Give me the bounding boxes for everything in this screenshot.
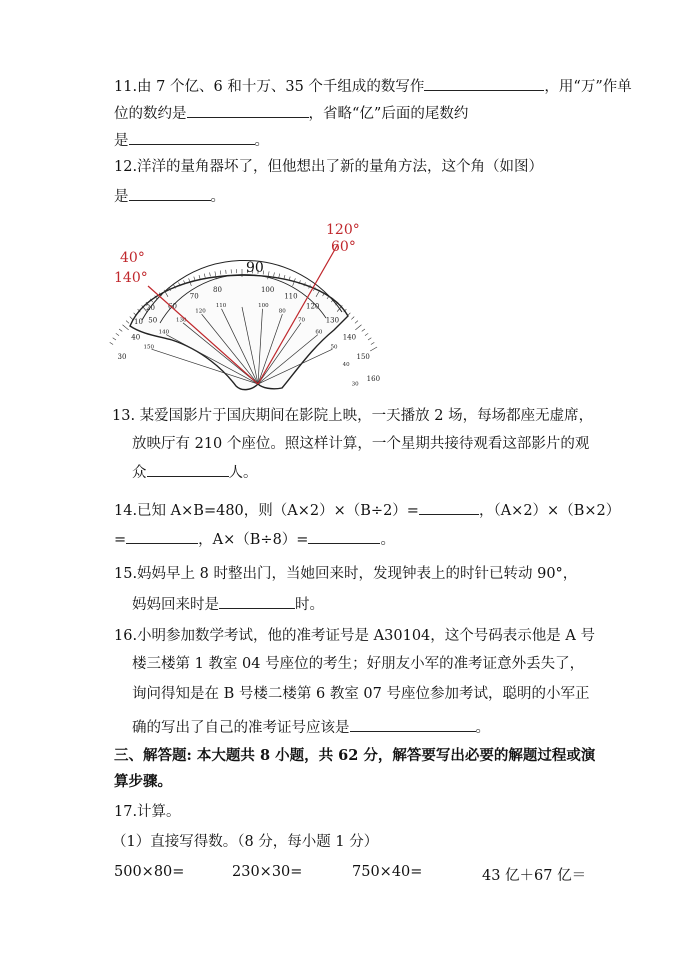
inner-scale-number: 140 bbox=[158, 329, 170, 336]
calc-item: 230×30= bbox=[232, 864, 303, 880]
q14-line2 bbox=[114, 529, 395, 550]
scale-tick bbox=[362, 329, 365, 331]
q16-line3: 询问得知是在 B 号楼二楼第 6 教室 07 号座位参加考试，聪明的小军正 bbox=[132, 686, 590, 702]
answer-blank[interactable] bbox=[424, 76, 544, 91]
q12-line1: 12.洋洋的量角器坏了，但他想出了新的量角方法，这个角（如图） bbox=[114, 159, 544, 175]
outer-scale-number: 110 bbox=[284, 292, 298, 301]
label-120-degree: 120° bbox=[326, 222, 360, 238]
inner-scale-number: 30 bbox=[351, 381, 359, 388]
q11-text: 。 bbox=[254, 133, 269, 149]
q12-line2 bbox=[114, 186, 225, 207]
scale-tick bbox=[365, 333, 368, 335]
q17-title: 17.计算。 bbox=[114, 804, 181, 820]
scale-tick bbox=[126, 321, 129, 324]
scale-tick bbox=[371, 342, 374, 344]
label-60-degree: 60° bbox=[331, 239, 356, 255]
answer-blank[interactable] bbox=[187, 103, 309, 118]
inner-scale-number: 120 bbox=[195, 308, 206, 315]
q14-text: = bbox=[114, 532, 127, 548]
q16-text: 确的写出了自己的准考证号应该是 bbox=[132, 720, 350, 736]
q11-text: 11.由 7 个亿、6 和十万、35 个千组成的数写作 bbox=[114, 79, 425, 95]
q11-line2 bbox=[114, 103, 468, 124]
q12-text: 。 bbox=[210, 189, 225, 205]
calc-item: 43 亿＋67 亿＝ bbox=[482, 868, 587, 884]
outer-scale-number: 150 bbox=[356, 353, 370, 361]
q16-text: 。 bbox=[475, 720, 490, 736]
q16-line4 bbox=[132, 717, 490, 738]
q13-line3 bbox=[132, 462, 258, 483]
outer-scale-number: 20 bbox=[146, 304, 155, 312]
answer-blank[interactable] bbox=[219, 594, 295, 609]
scale-tick bbox=[220, 271, 221, 275]
outer-scale-number: 70 bbox=[189, 292, 199, 301]
answer-blank[interactable] bbox=[129, 130, 255, 145]
q16-line2: 楼三楼第 1 教室 04 号座位的考生；好朋友小军的准考证意外丢失了， bbox=[132, 656, 585, 672]
inner-scale-number: 50 bbox=[330, 344, 338, 351]
inner-scale-number: 150 bbox=[143, 344, 155, 351]
scale-tick bbox=[116, 333, 119, 335]
inner-scale-number: 130 bbox=[176, 317, 187, 324]
inner-scale-number: 80 bbox=[278, 308, 286, 315]
q13-line1: 13. 某爱国影片于国庆期间在影院上映，一天播放 2 场，每场都座无虚席， bbox=[112, 408, 594, 424]
inner-scale-number: 40 bbox=[342, 362, 350, 368]
q14-text: 14.已知 A×B=480，则（A×2）×（B÷2）= bbox=[114, 503, 419, 519]
q11-text: 位的数约是 bbox=[114, 106, 187, 122]
label-40-degree: 40° bbox=[120, 250, 145, 266]
q15-line1: 15.妈妈早上 8 时整出门，当她回来时，发现钟表上的时针已转动 90°， bbox=[114, 566, 578, 582]
scale-tick bbox=[348, 313, 351, 316]
q14-line1 bbox=[114, 500, 620, 521]
scale-tick bbox=[284, 275, 285, 279]
q12-text: 是 bbox=[114, 189, 129, 205]
outer-scale-number: 140 bbox=[342, 333, 357, 342]
scale-tick bbox=[130, 317, 133, 320]
scale-tick bbox=[113, 338, 116, 340]
scale-tick bbox=[355, 325, 361, 330]
q15-text: 时。 bbox=[295, 597, 324, 613]
scale-tick bbox=[274, 272, 275, 276]
calc-item: 500×80= bbox=[114, 864, 185, 880]
outer-scale-number: 30 bbox=[117, 353, 127, 361]
scale-tick bbox=[351, 317, 354, 320]
answer-blank[interactable] bbox=[419, 500, 479, 515]
q14-text: ，A×（B÷8）= bbox=[198, 532, 309, 548]
answer-blank[interactable] bbox=[126, 529, 198, 544]
label-140-degree: 140° bbox=[114, 270, 148, 286]
q13-line2: 放映厅有 210 个座位。照这样计算，一个星期共接待观看这部影片的观 bbox=[132, 436, 590, 452]
scale-tick bbox=[368, 338, 371, 340]
q11-text: ，用“万”作单 bbox=[544, 79, 632, 95]
answer-blank[interactable] bbox=[129, 186, 211, 201]
scale-tick bbox=[110, 342, 113, 344]
scale-tick bbox=[355, 321, 358, 324]
outer-scale-number: 50 bbox=[148, 316, 158, 325]
section3-heading-line1: 三、解答题: 本大题共 8 小题，共 62 分，解答要写出必要的解题过程或演 bbox=[114, 747, 596, 764]
outer-scale-number: 60 bbox=[168, 302, 177, 311]
inner-scale-number: 60 bbox=[315, 329, 323, 336]
scale-tick bbox=[119, 329, 122, 331]
q14-text: 。 bbox=[380, 532, 395, 548]
broken-protractor-figure bbox=[112, 220, 381, 395]
inner-scale-number: 100 bbox=[258, 302, 269, 309]
scale-tick bbox=[210, 272, 211, 276]
answer-blank[interactable] bbox=[147, 462, 229, 477]
q11-line1 bbox=[114, 76, 632, 97]
outer-scale-number: 80 bbox=[213, 286, 222, 295]
outer-scale-number: 40 bbox=[131, 333, 141, 342]
q11-text: 是 bbox=[114, 133, 129, 149]
q15-text: 妈妈回来时是 bbox=[132, 597, 219, 613]
q15-line2 bbox=[132, 594, 324, 615]
inner-scale-number: 70 bbox=[298, 317, 305, 324]
q11-text: ，省略“亿”后面的尾数约 bbox=[308, 106, 469, 122]
outer-scale-number: 120 bbox=[306, 302, 320, 311]
q17-subtitle: （1）直接写得数。（8 分，每小题 1 分） bbox=[112, 834, 379, 850]
q13-text: 人。 bbox=[228, 465, 258, 481]
q14-text: ，（A×2）×（B×2） bbox=[478, 503, 621, 519]
calc-item: 750×40= bbox=[352, 864, 423, 880]
scale-tick bbox=[279, 274, 280, 278]
scale-tick bbox=[199, 275, 200, 279]
q16-line1: 16.小明参加数学考试，他的准考证号是 A30104，这个号码表示他是 A 号 bbox=[114, 628, 595, 644]
q13-text: 众 bbox=[132, 465, 147, 481]
q11-line3 bbox=[114, 130, 269, 151]
section3-heading-line2: 算步骤。 bbox=[114, 773, 172, 790]
inner-scale-number: 110 bbox=[215, 302, 227, 309]
scale-tick bbox=[194, 277, 195, 281]
scale-tick bbox=[370, 347, 377, 351]
outer-scale-number: 100 bbox=[260, 286, 275, 295]
answer-blank[interactable] bbox=[308, 529, 380, 544]
outer-scale-number: 160 bbox=[366, 374, 381, 383]
center-90-label: 90 bbox=[246, 260, 264, 276]
scale-tick bbox=[122, 325, 128, 330]
scale-tick bbox=[204, 274, 205, 278]
outer-scale-number: 10 bbox=[134, 318, 143, 326]
answer-blank[interactable] bbox=[350, 717, 476, 732]
outer-scale-number: 130 bbox=[325, 316, 340, 325]
